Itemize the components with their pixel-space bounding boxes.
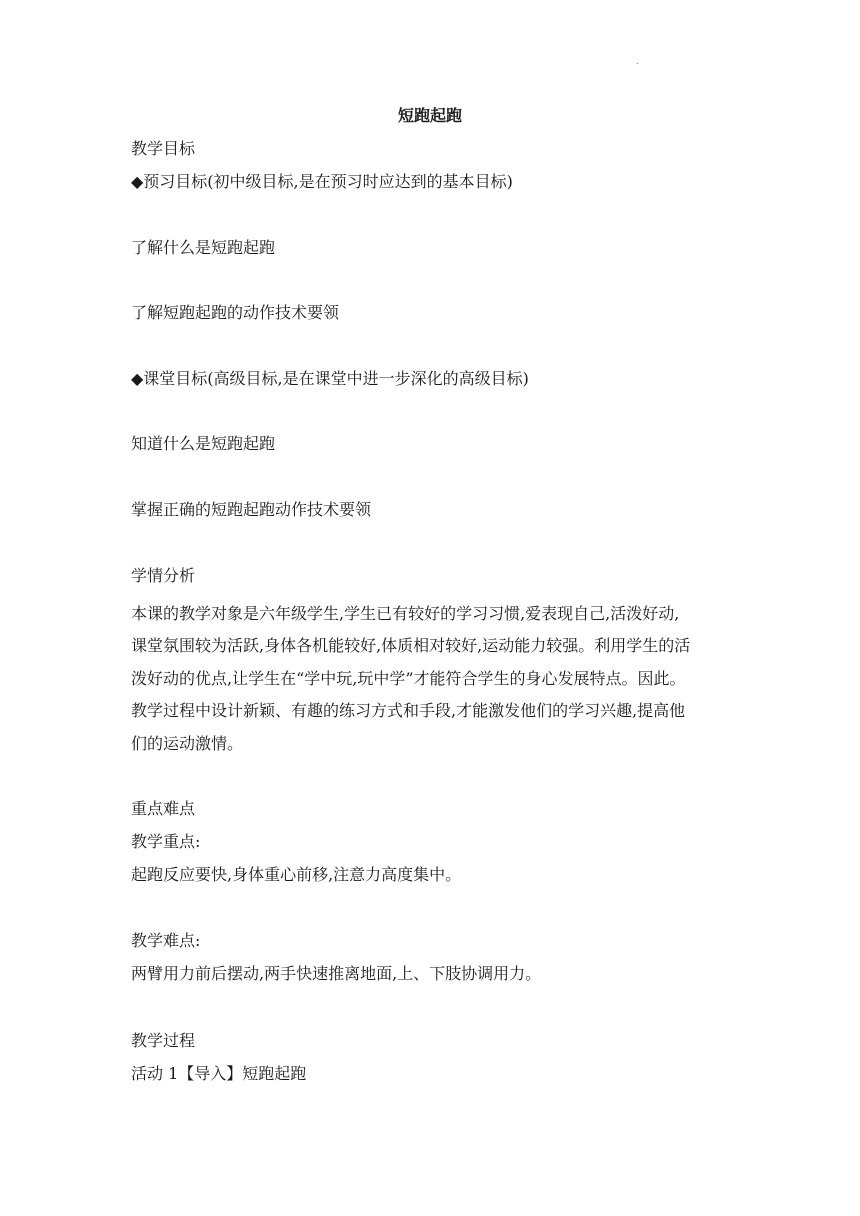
key-point-label: 教学重点:: [131, 832, 201, 851]
paragraph-line: 泼好动的优点,让学生在“学中玩,玩中学”才能符合学生的身心发展特点。因此。: [131, 668, 686, 688]
paragraph-line: 教学过程中设计新颖、有趣的练习方式和手段,才能激发他们的学习兴趣,提高他: [131, 701, 686, 721]
paragraph-line: 们的运动激情。: [131, 733, 244, 753]
section-heading-key-points: 重点难点: [131, 799, 196, 818]
analysis-paragraph: [131, 598, 731, 760]
difficulty-label: 教学难点:: [131, 931, 201, 950]
corner-mark: .: [636, 57, 639, 66]
preview-item: 了解什么是短跑起跑: [131, 238, 276, 257]
class-item: 知道什么是短跑起跑: [131, 434, 276, 453]
section-heading-process: 教学过程: [131, 1031, 196, 1050]
key-point-text: 起跑反应要快,身体重心前移,注意力高度集中。: [131, 865, 462, 884]
preview-item: 了解短跑起跑的动作技术要领: [131, 303, 340, 322]
paragraph-line: 课堂氛围较为活跃,身体各机能较好,体质相对较好,运动能力较强。利用学生的活: [131, 636, 691, 656]
document-title: 短跑起跑: [397, 106, 462, 125]
class-item: 掌握正确的短跑起跑动作技术要领: [131, 500, 372, 519]
section-heading-objectives: 教学目标: [131, 139, 196, 158]
paragraph-line: 本课的教学对象是六年级学生,学生已有较好的学习习惯,爱表现自己,活泼好动,: [131, 604, 680, 623]
activity-item: 活动 1【导入】短跑起跑: [131, 1064, 307, 1083]
section-heading-analysis: 学情分析: [131, 566, 196, 585]
class-goal-heading: ◆课堂目标(高级目标,是在课堂中进一步深化的高级目标): [131, 369, 529, 388]
preview-goal-heading: ◆预习目标(初中级目标,是在预习时应达到的基本目标): [131, 172, 513, 191]
difficulty-text: 两臂用力前后摆动,两手快速推离地面,上、下肢协调用力。: [131, 964, 542, 983]
